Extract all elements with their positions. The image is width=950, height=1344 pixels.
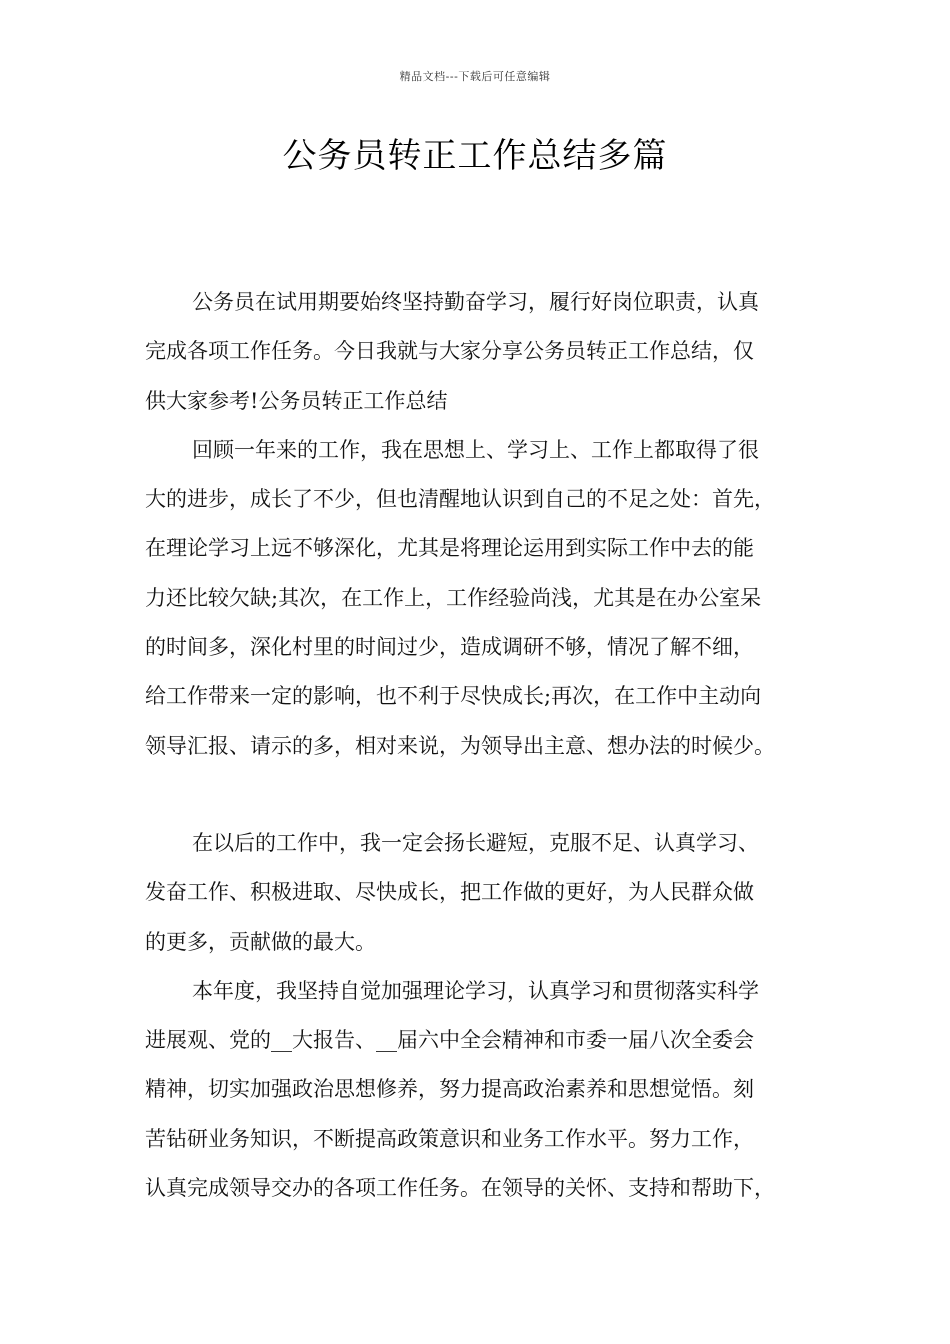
paragraph-3 — [145, 819, 825, 967]
text-line: 在以后的工作中，我一定会扬长避短，克服不足、认真学习、 — [192, 830, 759, 855]
text-line: 供大家参考!公务员转正工作总结 — [145, 388, 448, 413]
text-line: 苦钻研业务知识，不断提高政策意识和业务工作水平。努力工作， — [145, 1126, 754, 1151]
header-note: 精品文档---下载后可任意编辑 — [399, 70, 551, 83]
text-line: 回顾一年来的工作，我在思想上、学习上、工作上都取得了很 — [192, 437, 759, 462]
paragraph-4 — [145, 967, 825, 1213]
text-line: 进展观、党的__大报告、__届六中全会精神和市委一届八次全委会 — [145, 1028, 754, 1053]
text-line: 领导汇报、请示的多，相对来说，为领导出主意、想办法的时候少。 — [145, 733, 775, 758]
text-line: 给工作带来一定的影响，也不利于尽快成长;再次，在工作中主动向 — [145, 684, 762, 709]
text-line: 本年度，我坚持自觉加强理论学习，认真学习和贯彻落实科学 — [192, 978, 759, 1003]
text-line: 发奋工作、积极进取、尽快成长，把工作做的更好，为人民群众做 — [145, 880, 754, 905]
text-line: 的时间多，深化村里的时间过少，造成调研不够，情况了解不细， — [145, 635, 754, 660]
text-line: 公务员在试用期要始终坚持勤奋学习，履行好岗位职责，认真 — [192, 290, 759, 314]
text-line: 精神，切实加强政治思想修养，努力提高政治素养和思想觉悟。刻 — [145, 1077, 754, 1102]
document-body — [145, 278, 825, 1213]
paragraph-1 — [145, 278, 825, 426]
paragraph-gap — [145, 771, 825, 819]
text-line: 大的进步，成长了不少，但也清醒地认识到自己的不足之处：首先， — [145, 487, 775, 512]
text-line: 完成各项工作任务。今日我就与大家分享公务员转正工作总结，仅 — [145, 339, 754, 364]
text-line: 认真完成领导交办的各项工作任务。在领导的关怀、支持和帮助下， — [145, 1176, 775, 1201]
document-title: 公务员转正工作总结多篇 — [282, 136, 668, 176]
text-line: 在理论学习上远不够深化，尤其是将理论运用到实际工作中去的能 — [145, 536, 754, 561]
text-line: 的更多，贡献做的最大。 — [145, 929, 376, 954]
paragraph-2 — [145, 426, 825, 771]
text-line: 力还比较欠缺;其次，在工作上，工作经验尚浅，尤其是在办公室呆 — [145, 585, 762, 610]
